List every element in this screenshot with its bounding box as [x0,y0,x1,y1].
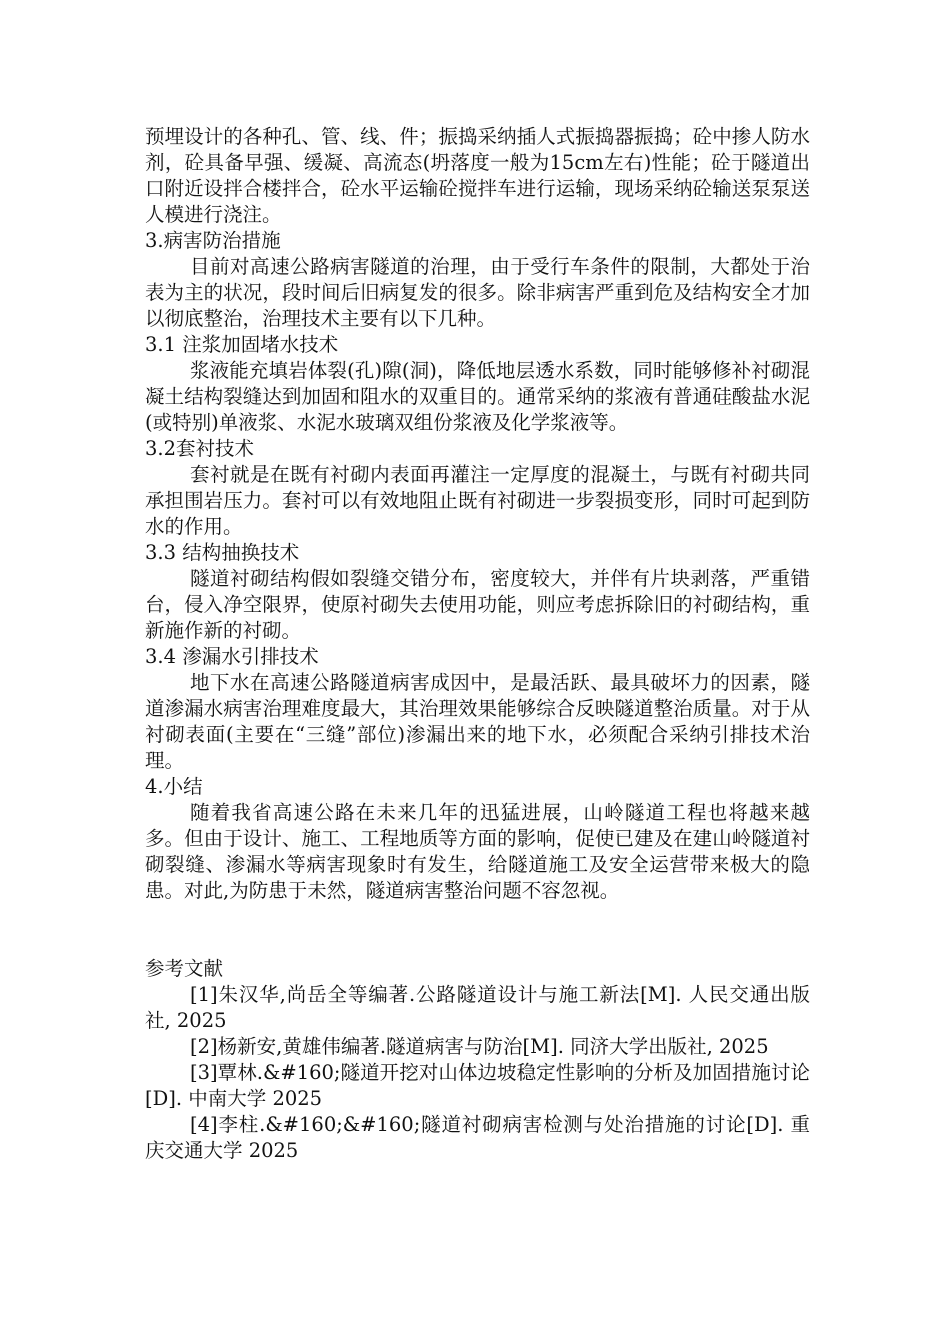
heading-section-3: 3.病害防治措施 [145,229,281,252]
spacer [145,904,810,956]
references-title: 参考文献 [145,957,224,980]
reference-item: [1]朱汉华,尚岳全等编著.公路隧道设计与施工新法[M]. 人民交通出版社, 2025 [145,983,810,1032]
heading-section-4: 4.小结 [145,775,203,798]
reference-item: [2]杨新安,黄雄伟编著.隧道病害与防治[M]. 同济大学出版社, 2025 [190,1035,769,1058]
document-body [145,124,810,1164]
heading-section-3-4: 3.4 渗漏水引排技术 [145,645,319,668]
reference-item: [4]李柱.&#160;&#160;隧道衬砌病害检测与处治措施的讨论[D]. 重庆交通大学 2025 [145,1113,810,1162]
paragraph-section-3-1: 浆液能充填岩体裂(孔)隙(洞)，降低地层透水系数，同时能够修补衬砌混凝土结构裂缝达到加固和阻水的双重目的。通常采纳的浆液有普通硅酸盐水泥(或特别)单液浆、水泥水玻璃双组份浆液及化学浆液等。 [145,359,810,434]
paragraph-section-3-2: 套衬就是在既有衬砌内表面再灌注一定厚度的混凝土，与既有衬砌共同承担围岩压力。套衬可以有效地阻止既有衬砌进一步裂损变形，同时可起到防水的作用。 [145,463,810,538]
paragraph-section-3-3: 隧道衬砌结构假如裂缝交错分布，密度较大，并伴有片块剥落，严重错台，侵入净空限界，使原衬砌失去使用功能，则应考虑拆除旧的衬砌结构，重新施作新的衬砌。 [145,567,810,642]
paragraph-section-4: 随着我省高速公路在未来几年的迅猛进展，山岭隧道工程也将越来越多。但由于设计、施工、工程地质等方面的影响，促使已建及在建山岭隧道衬砌裂缝、渗漏水等病害现象时有发生，给隧道施工及安全运营带来极大的隐患。对此,为防患于未然，隧道病害整治问题不容忽视。 [145,801,810,902]
reference-item: [3]覃林.&#160;隧道开挖对山体边坡稳定性影响的分析及加固措施讨论[D]. 中南大学 2025 [145,1061,810,1110]
paragraph-section-3: 目前对高速公路病害隧道的治理，由于受行车条件的限制，大都处于治表为主的状况，段时间后旧病复发的很多。除非病害严重到危及结构安全才加以彻底整治，治理技术主要有以下几种。 [145,255,810,330]
heading-section-3-1: 3.1 注浆加固堵水技术 [145,333,339,356]
heading-section-3-3: 3.3 结构抽换技术 [145,541,300,564]
heading-section-3-2: 3.2套衬技术 [145,437,255,460]
paragraph-section-3-4: 地下水在高速公路隧道病害成因中，是最活跃、最具破坏力的因素，隧道渗漏水病害治理难度最大，其治理效果能够综合反映隧道整治质量。对于从衬砌表面(主要在“三缝”部位)渗漏出来的地下水，必须配合采纳引排技术治理。 [145,671,810,772]
paragraph-intro: 预埋设计的各种孔、管、线、件；振捣采纳插人式振捣器振捣；砼中掺人防水剂，砼具备早强、缓凝、高流态(坍落度一般为15cm左右)性能；砼于隧道出口附近设拌合楼拌合，砼水平运输砼搅拌车进行运输，现场采纳砼输送泵泵送人模进行浇注。 [145,125,810,226]
